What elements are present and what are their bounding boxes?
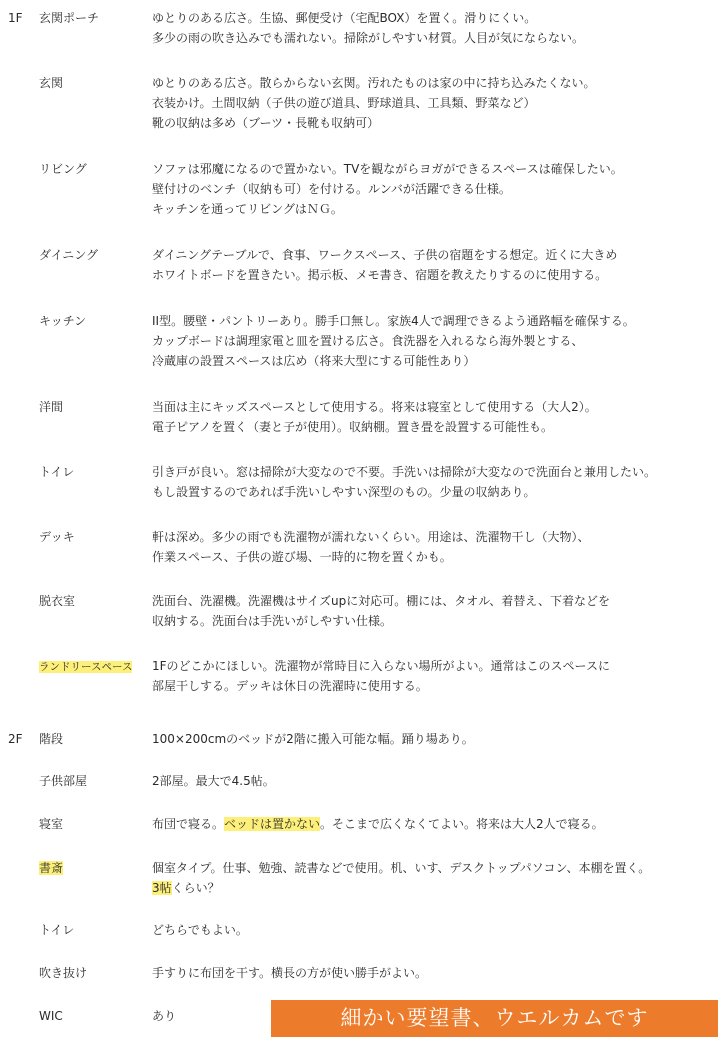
room-name: WIC	[39, 1009, 63, 1023]
room-name: 階段	[39, 732, 64, 746]
room-description	[152, 8, 714, 48]
room-name: 洋間	[39, 400, 64, 414]
room-name: 脱衣室	[39, 594, 76, 608]
room-name: 寝室	[39, 817, 64, 831]
description-line: カップボードは調理家電と皿を置ける広さ。食洗器を入れるなら海外製とする、	[152, 334, 584, 348]
room-name: トイレ	[39, 923, 75, 937]
highlighted-text: ベッドは置かない	[224, 817, 321, 831]
highlighted-text: ランドリースペース	[39, 661, 133, 673]
floor-label-1f: 1F	[8, 11, 23, 25]
description-line: 手すりに布団を干す。横長の方が使い勝手がよい。	[152, 966, 428, 980]
description-line: 多少の雨の吹き込みでも濡れない。掃除がしやすい材質。人目が気にならない。	[152, 31, 585, 45]
room-description	[152, 591, 714, 631]
description-line: ソファは邪魔になるので置かない。TVを観ながらヨガができるスペースは確保したい。	[152, 162, 623, 176]
description-line: 壁付けのベンチ（収納も可）を付ける。ルンバが活躍できる仕様。	[152, 182, 511, 196]
description-line: ダイニングテーブルで、食事、ワークスペース、子供の宿題をする想定。近くに大きめ	[152, 248, 618, 262]
room-description	[152, 963, 714, 983]
description-line: ゆとりのある広さ。生協、郵便受け（宅配BOX）を置く。滑りにくい。	[152, 11, 537, 25]
floor-label-2f: 2F	[8, 732, 23, 746]
description-line: 冷蔵庫の設置スペースは広め（将来大型にする可能性あり）	[152, 354, 476, 368]
room-description	[152, 73, 714, 133]
room-name: キッチン	[39, 314, 87, 328]
description-line: キッチンを通ってリビングはＮＧ。	[152, 202, 343, 216]
room-name: 吹き抜け	[39, 966, 88, 980]
room-description	[152, 858, 714, 898]
description-line: 100×200cmのベッドが2階に搬入可能な幅。踊り場あり。	[152, 732, 474, 746]
room-description	[152, 311, 714, 371]
welcome-banner: 細かい要望書、ウエルカムです	[271, 1000, 718, 1037]
description-line: 引き戸が良い。窓は掃除が大変なので不要。手洗いは掃除が大変なので洗面台と兼用したい。	[152, 465, 657, 479]
description-line: もし設置するのであれば手洗いしやすい深型のもの。少量の収納あり。	[152, 485, 536, 499]
room-name: リビング	[39, 162, 87, 176]
description-line: 衣装かけ。土間収納（子供の遊び道具、野球道具、工具類、野菜など）	[152, 96, 536, 110]
room-description	[152, 397, 714, 437]
highlighted-text: 書斎	[39, 861, 64, 875]
description-line: 当面は主にキッズスペースとして使用する。将来は寝室として使用する（大人2）。	[152, 400, 597, 414]
description-text: くらい？	[171, 881, 220, 895]
description-line: どちらでもよい。	[152, 923, 248, 937]
room-name: 玄関ポーチ	[39, 11, 100, 25]
description-line: 軒は深め。多少の雨でも洗濯物が濡れないくらい。用途は、洗濯物干し（大物）、	[152, 530, 590, 544]
description-line: 2部屋。最大で4.5帖。	[152, 774, 275, 788]
room-name	[39, 858, 63, 878]
room-name	[39, 657, 132, 677]
room-name: ダイニング	[39, 248, 99, 262]
room-description	[152, 771, 714, 791]
room-description	[152, 729, 714, 749]
room-description	[152, 656, 714, 696]
description-line: 1Fのどこかにほしい。洗濯物が常時目に入らない場所がよい。通常はこのスペースに	[152, 659, 610, 673]
description-line: あり	[152, 1009, 177, 1023]
room-name: トイレ	[39, 465, 75, 479]
room-description	[152, 920, 714, 940]
room-name: 玄関	[39, 76, 64, 90]
description-line: 電子ピアノを置く（妻と子が使用）。収納棚。置き畳を設置する可能性も。	[152, 420, 554, 434]
room-name: 子供部屋	[39, 774, 88, 788]
description-line: 個室タイプ。仕事、勉強、読書などで使用。机、いす、デスクトップパソコン、本棚を置く。	[152, 861, 651, 875]
room-description	[152, 814, 714, 834]
description-line: ゆとりのある広さ。散らからない玄関。汚れたものは家の中に持ち込みたくない。	[152, 76, 596, 90]
room-description	[152, 159, 714, 219]
description-line: 洗面台、洗濯機。洗濯機はサイズupに対応可。棚には、タオル、着替え、下着などを	[152, 594, 611, 608]
highlighted-text: 3帖	[152, 881, 172, 895]
room-description	[152, 462, 714, 502]
room-description	[152, 527, 714, 567]
description-line	[152, 878, 714, 898]
description-line: II型。腰壁・パントリーあり。勝手口無し。家族4人で調理できるよう通路幅を確保する。	[152, 314, 635, 328]
description-line	[152, 814, 714, 834]
room-description	[152, 245, 714, 285]
description-line: 作業スペース、子供の遊び場、一時的に物を置くかも。	[152, 550, 452, 564]
description-line: 収納する。洗面台は手洗いがしやすい仕様。	[152, 614, 393, 628]
description-text: 。そこまで広くなくてよい。将来は大人2人で寝る。	[320, 817, 604, 831]
room-name: デッキ	[39, 530, 75, 544]
description-line: 部屋干しする。デッキは休日の洗濯時に使用する。	[152, 679, 428, 693]
description-text: 布団で寝る。	[152, 817, 225, 831]
description-line: 靴の収納は多め（ブーツ・長靴も収納可）	[152, 116, 380, 130]
description-line: ホワイトボードを置きたい。掲示板、メモ書き、宿題を教えたりするのに使用する。	[152, 268, 608, 282]
